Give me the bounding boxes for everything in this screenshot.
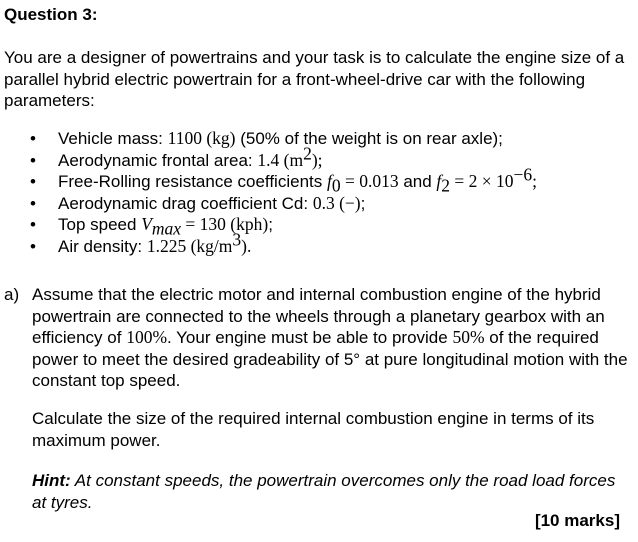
param-frontal-area: • Aerodynamic frontal area: 1.4 $(m^2)$; bbox=[0, 150, 537, 172]
param-top-speed: • Top speed $V_{max} = 130$ (kph); bbox=[0, 214, 537, 236]
hint-text: At constant speeds, the powertrain overcomes only the road load forces at tyres. bbox=[32, 471, 616, 512]
hint bbox=[32, 470, 632, 513]
param-vehicle-mass: • Vehicle mass: 1100 (kg) (50% of the weight is on rear axle); bbox=[0, 128, 537, 150]
part-a-letter: a) bbox=[4, 285, 20, 304]
part-a bbox=[4, 284, 636, 392]
question-title: Question 3: bbox=[4, 5, 98, 24]
part-a-text: Assume that the electric motor and internal combustion engine of the hybrid powertrain are connected to the wheels through a planetary gearbox with an efficiency of 100%. Your engine must be able to provide 50% of the required power to meet the desired gradeability of 5° at pure longitudinal motion with the constant top speed. bbox=[32, 285, 628, 390]
parameter-list bbox=[0, 128, 537, 257]
param-drag-coefficient: • Aerodynamic drag coefficient Cd: 0.3 (−); bbox=[0, 193, 537, 215]
marks-label: [10 marks] bbox=[534, 511, 620, 530]
param-rolling-resistance: • Free-Rolling resistance coefficients $f_0 = 0.013$ and $f_2 = 2 \times 10^{-6}$; bbox=[0, 171, 537, 193]
question-intro: You are a designer of powertrains and your task is to calculate the engine size of a parallel hybrid electric powertrain for a front-wheel-drive car with the following parameters: bbox=[4, 48, 625, 110]
param-air-density: • Air density: 1.225 $(kg/m^3)$. bbox=[0, 236, 537, 258]
hint-label: Hint: bbox=[32, 471, 71, 490]
calculation-instruction: Calculate the size of the required internal combustion engine in terms of its maximum power. bbox=[32, 409, 595, 450]
